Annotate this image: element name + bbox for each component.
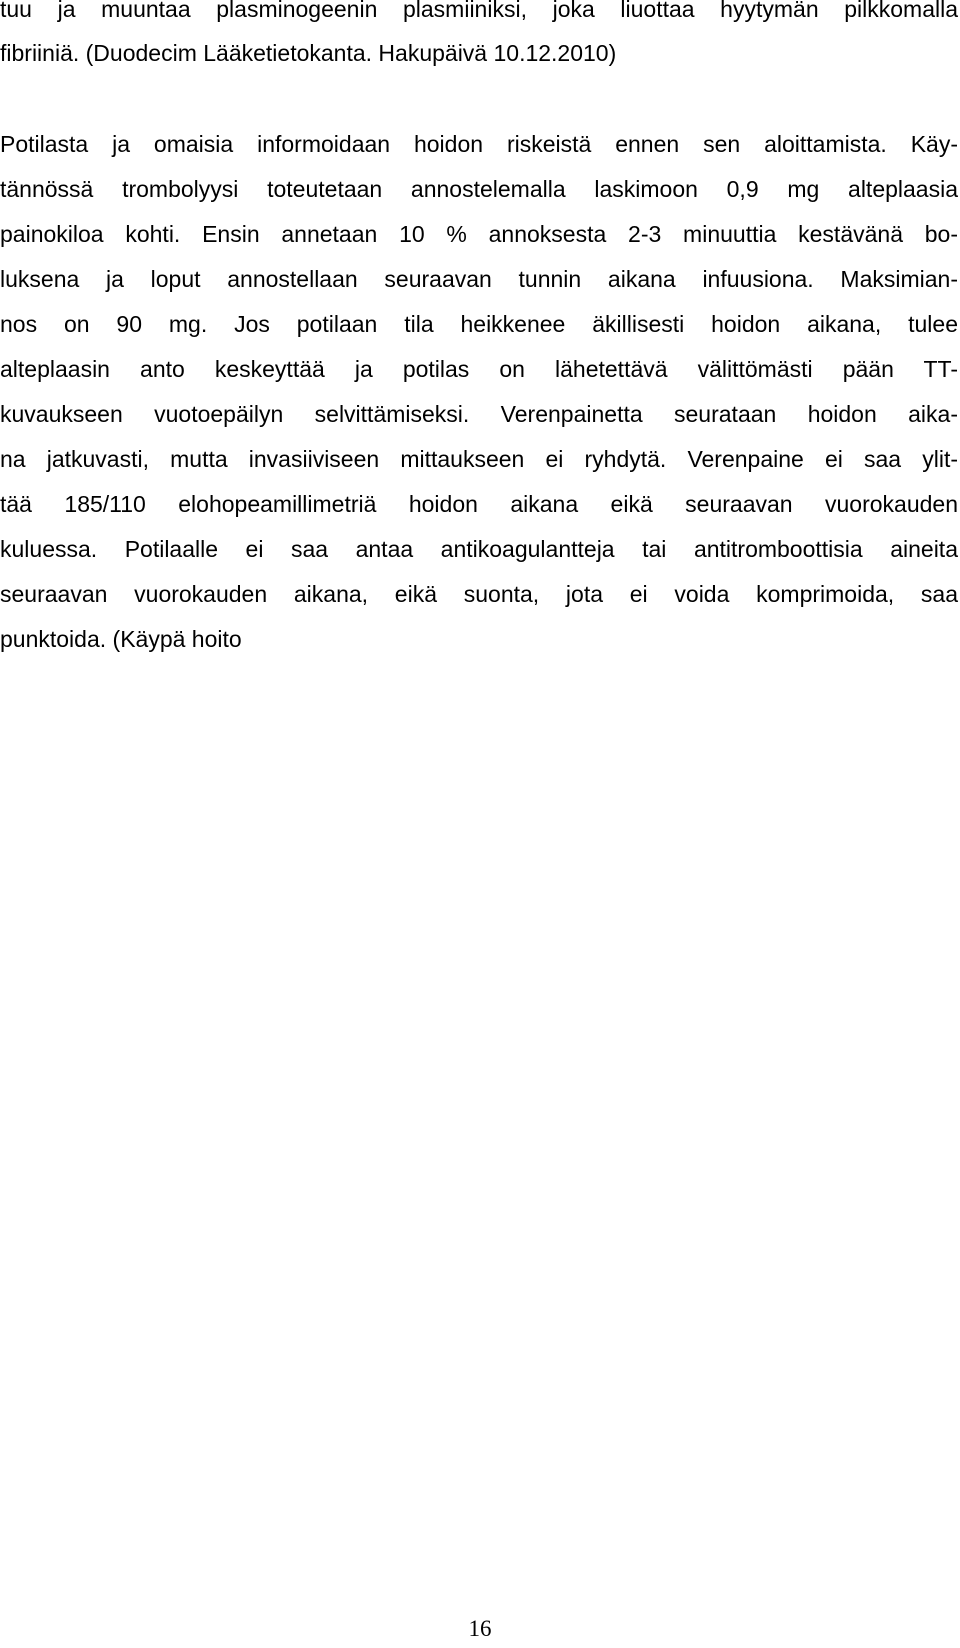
text-line-8: alteplaasin anto keskeyttää ja potilas on lähetettävä välittömästi pään TT- — [0, 356, 958, 382]
text-line-4: tännössä trombolyysi toteutetaan annostelemalla laskimoon 0,9 mg alteplaasia — [0, 176, 958, 202]
text-line-10: na jatkuvasti, mutta invasiiviseen mittaukseen ei ryhdytä. Verenpaine ei saa ylit- — [0, 446, 958, 472]
text-line-12: kuluessa. Potilaalle ei saa antaa antikoagulantteja tai antitromboottisia aineita — [0, 536, 958, 562]
text-line-5: painokiloa kohti. Ensin annetaan 10 % annoksesta 2-3 minuuttia kestävänä bo- — [0, 221, 958, 247]
text-line-1: tuu ja muuntaa plasminogeenin plasmiiniksi, joka liuottaa hyytymän pilkkomalla — [0, 0, 958, 22]
text-line-3: Potilasta ja omaisia informoidaan hoidon riskeistä ennen sen aloittamista. Käy- — [0, 131, 958, 157]
text-line-2: fibriiniä. (Duodecim Lääketietokanta. Hakupäivä 10.12.2010) — [0, 40, 617, 66]
text-line-13: seuraavan vuorokauden aikana, eikä suonta, jota ei voida komprimoida, saa — [0, 581, 958, 607]
text-line-6: luksena ja loput annostellaan seuraavan tunnin aikana infuusiona. Maksimian- — [0, 266, 958, 292]
text-line-11: tää 185/110 elohopeamillimetriä hoidon aikana eikä seuraavan vuorokauden — [0, 491, 958, 517]
text-line-9: kuvaukseen vuotoepäilyn selvittämiseksi. Verenpainetta seurataan hoidon aika- — [0, 401, 958, 427]
text-line-7: nos on 90 mg. Jos potilaan tila heikkenee äkillisesti hoidon aikana, tulee — [0, 311, 958, 337]
text-line-14: punktoida. (Käypä hoito — [0, 626, 242, 652]
page-number: 16 — [468, 1616, 492, 1641]
